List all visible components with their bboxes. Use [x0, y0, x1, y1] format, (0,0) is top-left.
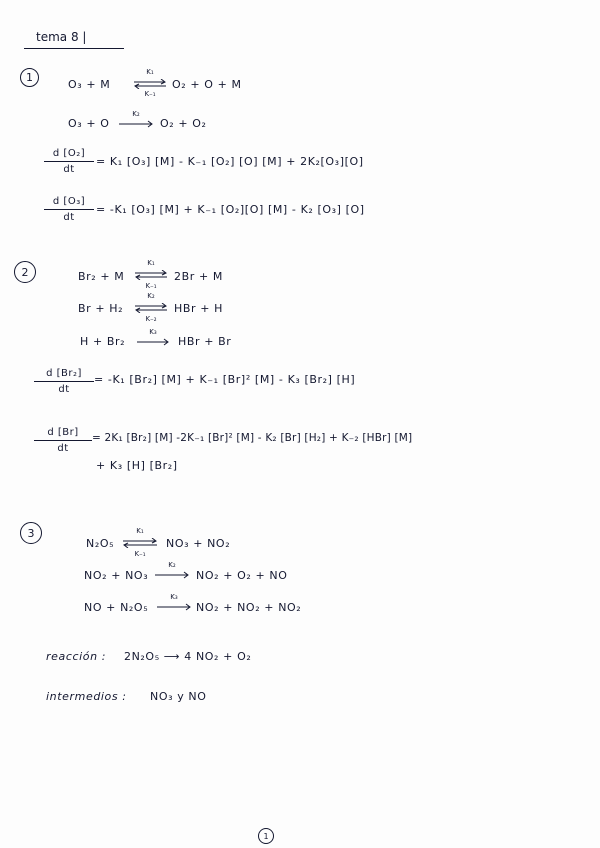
p2-r1-left: Br₂ + M	[78, 270, 125, 283]
p2-rate2-numerator: d [Br]	[47, 427, 79, 438]
p2-r2-k-reverse: K₋₂	[145, 315, 157, 323]
p2-r2-left: Br + H₂	[78, 302, 124, 315]
p2-rate2-denominator: dt	[57, 443, 69, 454]
page-number: 1	[258, 828, 274, 844]
p2-r3-left: H + Br₂	[80, 335, 126, 348]
right-arrow-icon	[154, 571, 190, 579]
p3-r3-left: NO + N₂O₅	[84, 601, 149, 614]
p2-r2-equilibrium-arrow	[134, 292, 168, 324]
p2-rate1-fraction	[34, 368, 94, 395]
intermediates-label: intermedios :	[46, 690, 127, 703]
p1-r2-k: K₂	[132, 110, 140, 118]
p1-r2-right: O₂ + O₂	[160, 117, 207, 130]
p1-rate2-expression: = -K₁ [O₃] [M] + K₋₁ [O₂][O] [M] - K₂ [O₃] [O]	[96, 203, 365, 216]
p1-r1-k-forward: K₁	[146, 68, 154, 76]
problem-2-number: 2	[14, 261, 36, 283]
equilibrium-arrows-icon	[134, 303, 168, 313]
p2-r1-k-forward: K₁	[147, 259, 155, 267]
right-arrow-icon	[136, 338, 170, 346]
equilibrium-arrows-icon	[133, 79, 167, 89]
p3-r3-right: NO₂ + NO₂ + NO₂	[196, 601, 302, 614]
p3-r3-k: K₃	[170, 593, 178, 601]
page-title: tema 8 |	[36, 30, 87, 44]
problem-3-number: 3	[20, 522, 42, 544]
right-arrow-icon	[118, 120, 154, 128]
p1-r1-right: O₂ + O + M	[172, 78, 242, 91]
p3-r3-arrow	[156, 593, 192, 613]
p1-rate1-denominator: dt	[63, 164, 75, 175]
p2-r2-k-forward: K₂	[147, 292, 155, 300]
overall-reaction: 2N₂O₅ ⟶ 4 NO₂ + O₂	[124, 650, 252, 663]
p2-r3-right: HBr + Br	[178, 335, 232, 348]
p1-rate1-numerator: d [O₂]	[52, 148, 86, 159]
p3-r2-right: NO₂ + O₂ + NO	[196, 569, 288, 582]
p2-rate2-expression: = 2K₁ [Br₂] [M] -2K₋₁ [Br]² [M] - K₂ [Br] [H₂] + K₋₂ [HBr] [M]	[92, 432, 413, 444]
p2-rate1-denominator: dt	[58, 384, 70, 395]
p2-r3-arrow	[136, 328, 170, 348]
p1-r1-equilibrium-arrow	[133, 68, 167, 98]
p1-r2-left: O₃ + O	[68, 117, 110, 130]
p2-rate1-numerator: d [Br₂]	[46, 368, 82, 379]
p3-r1-left: N₂O₅	[86, 537, 115, 550]
p2-rate1-expression: = -K₁ [Br₂] [M] + K₋₁ [Br]² [M] - K₃ [Br₂] [H]	[94, 373, 356, 386]
p1-rate2-denominator: dt	[63, 212, 75, 223]
p3-r1-right: NO₃ + NO₂	[166, 537, 231, 550]
equilibrium-arrows-icon	[122, 538, 158, 548]
p2-r2-right: HBr + H	[174, 302, 224, 315]
p1-rate2-fraction	[44, 196, 94, 223]
p2-r1-k-reverse: K₋₁	[145, 282, 157, 290]
right-arrow-icon	[156, 603, 192, 611]
p2-rate2-expression-continued: + K₃ [H] [Br₂]	[96, 459, 178, 472]
p1-rate1-fraction	[44, 148, 94, 175]
p1-r2-arrow	[118, 110, 154, 130]
p1-rate1-expression: = K₁ [O₃] [M] - K₋₁ [O₂] [O] [M] + 2K₂[O₃][O]	[96, 155, 364, 168]
p3-r2-left: NO₂ + NO₃	[84, 569, 149, 582]
p3-r2-arrow	[154, 561, 190, 581]
p3-r1-k-forward: K₁	[136, 527, 144, 535]
overall-reaction-label: reacción :	[46, 650, 107, 663]
p3-r1-equilibrium-arrow	[122, 527, 158, 559]
p3-r2-k: K₂	[168, 561, 176, 569]
title-underline	[24, 48, 124, 49]
p1-r1-k-reverse: K₋₁	[144, 90, 156, 98]
p2-rate2-fraction	[34, 427, 92, 454]
p1-rate2-numerator: d [O₃]	[52, 196, 86, 207]
p2-r1-equilibrium-arrow	[134, 259, 168, 291]
p3-r1-k-reverse: K₋₁	[134, 550, 146, 558]
problem-1-number: 1	[20, 68, 39, 87]
p2-r3-k: K₃	[149, 328, 157, 336]
equilibrium-arrows-icon	[134, 270, 168, 280]
p1-r1-left: O₃ + M	[68, 78, 111, 91]
intermediates-list: NO₃ y NO	[150, 690, 207, 703]
p2-r1-right: 2Br + M	[174, 270, 223, 283]
